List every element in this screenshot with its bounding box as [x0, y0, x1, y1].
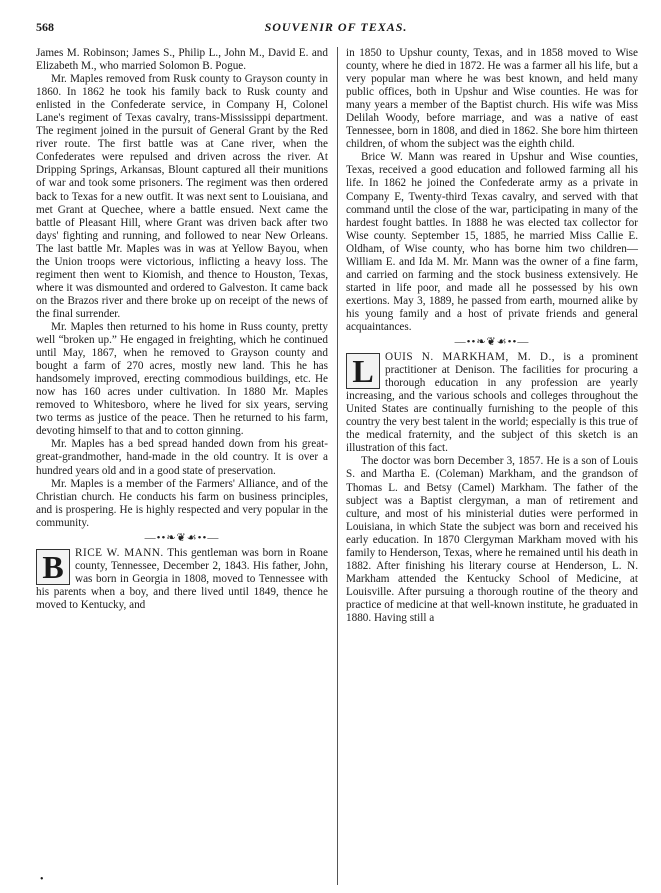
- biography-text: is a prominent practitioner at Denison. The facilities for procuring a thorough education in any profession are yearly increasing, and the various schools and colleges throughout the United States are continually furnishing to the people of this country the very best talent in the world; especially is this true of the medical fraternity, and the subject of this sketch is an illustration of this fact.: [346, 351, 638, 455]
- paragraph-doctor-background: The doctor was born December 3, 1857. He is a son of Louis S. and Martha E. (Coleman) Markham, and the grandson of Thomas L. and Betsy (Camel) Markham. The father of the subject was a Baptist clergyman, a man of retirement and culture, and most of his ministerial duties were performed in Louisiana, in which State the subject was born and received his early education. In 1870 Clergyman Markham moved with his family to Henderson, Texas, where he remained until his death in 1882. After finishing his literary course at Henderson, L. N. Markham attended the Kentucky School of Medicine, at Louisville. After pursuing a thorough routine of the theory and practice of medicine at that well-known institute, he graduated in 1880. Having still a: [346, 455, 638, 624]
- section-ornament: —••❧❦☙••—: [454, 336, 530, 349]
- page-number: 568: [36, 20, 54, 34]
- right-column: [346, 47, 638, 625]
- left-column: [36, 47, 328, 612]
- paragraph-affiliations: Mr. Maples is a member of the Farmers' Alliance, and of the Christian church. He conducts his farm on business principles, and is prospering. He is highly respected and very popular in the community.: [36, 477, 328, 529]
- page-mark: •: [40, 874, 44, 885]
- paragraph-father-continued: in 1850 to Upshur county, Texas, and in 1858 moved to Wise county, where he died in 1872. He was a farmer all his life, but a very popular man where he was best known, and held many public offices, both in Upshur and Wise counties. He was for many years a member of the Baptist church. His wife was Miss Delilah Woody, before marriage, and was a native of east Tennessee, born in 1808, and died in 1862. She bore him thirteen children, of whom the subject was the eighth child.: [346, 47, 638, 151]
- paragraph-after-war: Mr. Maples then returned to his home in Russ county, pretty well “broken up.” He engaged in freighting, which he continued until May, 1867, when he removed to Grayson county and bought a farm of 270 acres, mostly new land. This he has handsomely improved, erecting commodious buildings, etc. He now has 160 acres under cultivation. In 1880 Mr. Maples removed to Whitesboro, where he lived for six years, serving two terms as justice of the peace. Then he returned to his farm, devoting himself to that and to cotton ginning.: [36, 320, 328, 438]
- drop-cap-letter: B: [36, 549, 70, 585]
- biography-name: RICE W. MANN.: [75, 546, 164, 559]
- paragraph-children-list: James M. Robinson; James S., Philip L., John M., David E. and Elizabeth M., who married Solomon B. Pogue.: [36, 47, 328, 73]
- drop-cap-letter: L: [346, 353, 380, 389]
- paragraph-bed-spread: Mr. Maples has a bed spread handed down from his great-great-grandmother, hand-made in the old country. It is over a hundred years old and in a good state of preservation.: [36, 438, 328, 477]
- column-divider: [337, 47, 338, 885]
- biography-intro-mann: [36, 547, 328, 612]
- section-ornament: —••❧❦☙••—: [144, 531, 220, 544]
- paragraph-military-service: Mr. Maples removed from Rusk county to Grayson county in 1860. In 1862 he took his family back to Rusk county and enlisted in the Confederate service, in Company H, Colonel Lane's regiment of Texas cavalry, trans-Mississippi department. The regiment joined in the pursuit of General Grant by the Red river route. The first battle was at Cane river, when the Confederates were repulsed and driven across the river. At Dripping Springs, Arkansas, Blount captured all their munitions of war and took some prisoners. The regiment was then ordered back to Texas for a new outfit. It was next sent to Louisiana, and met Grant at Quechee, where a battle ensued. Next came the battle of Pleasant Hill, where Grant was driven back after two days' fighting and running, and followed to near New Orleans. The last battle Mr. Maples was in was at Yellow Bayou, when the Union troops were victorious, inflicting a heavy loss. The regiment then went to Kiomish, and thence to Houston, Texas, where it was dismounted and ordered to Galveston. It came back on the Brazos river and there broke up on receipt of the news of the final surrender.: [36, 73, 328, 320]
- page-header: [36, 20, 636, 38]
- biography-intro-markham: [346, 351, 638, 455]
- biography-name: OUIS N. MARKHAM, M. D.,: [385, 351, 556, 364]
- paragraph-brice-mann-life: Brice W. Mann was reared in Upshur and Wise counties, Texas, received a good education and followed farming all his life. In 1862 he joined the Confederate army as a private in Company E, Twenty-third Texas cavalry, and served with that command until the close of the war, participating in many of the hardest fought battles. In 1888 he was elected tax collector for Wise county. September 15, 1885, he married Miss Callie E. Oldham, of Wise county, who has borne him two children—William E. and Ida M. Mr. Mann was the owner of a fine farm, and carried on farming and the stock business extensively. He started in life poor, and made all he possessed by his own exertions. May 3, 1889, he passed from earth, mourned alike by his young family and a host of private friends and general acquaintances.: [346, 151, 638, 333]
- running-title: SOUVENIR OF TEXAS.: [264, 20, 408, 34]
- biography-text: This gentleman was born in Roane county, Tennessee, December 2, 1843. His father, John, was born in Georgia in 1808, moved to Tennessee with his parents when a boy, and there lived until 1849, thence he moved to Kentucky, and: [36, 546, 328, 611]
